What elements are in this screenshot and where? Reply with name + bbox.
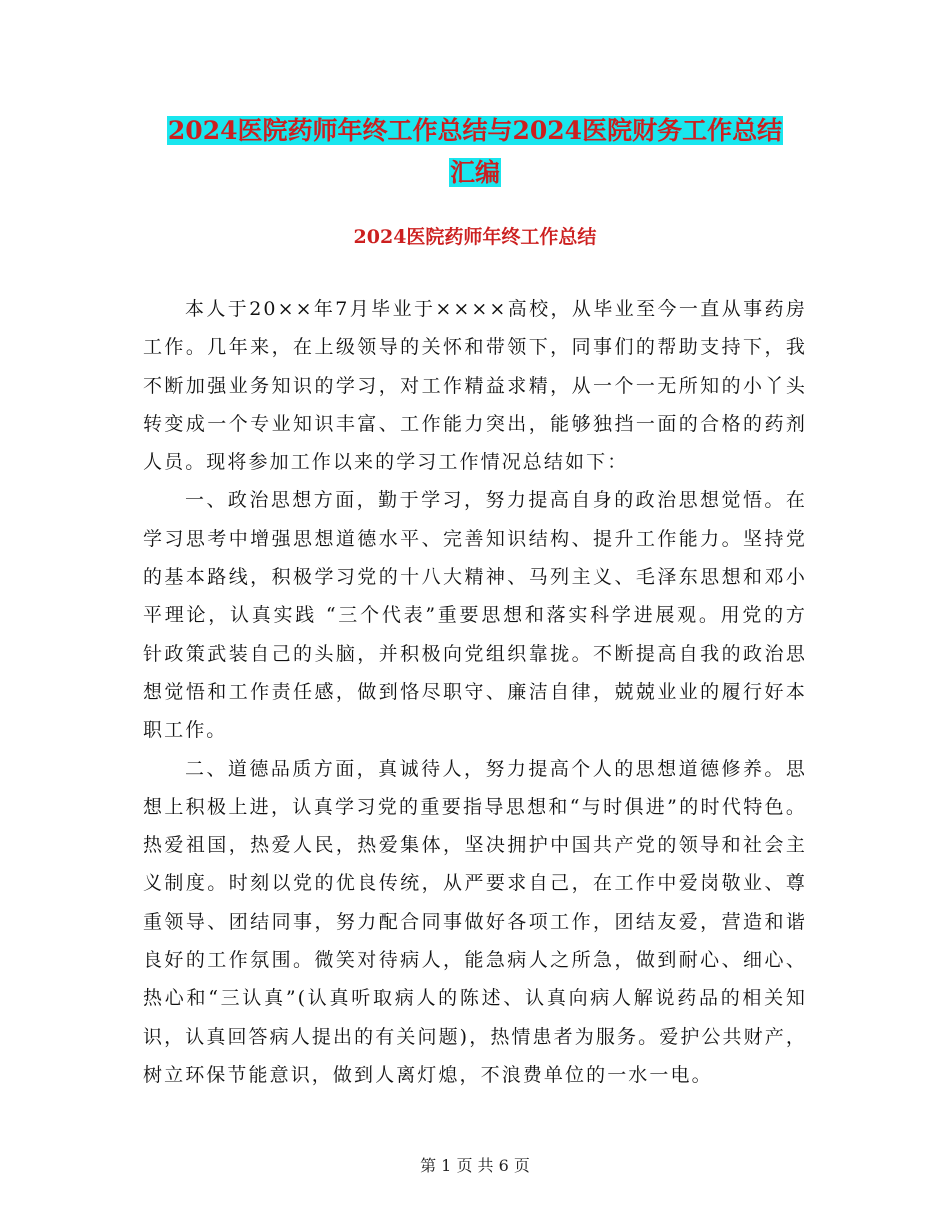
document-title-highlight-2: 汇编 <box>449 158 500 187</box>
paragraph-intro: 本人于20××年7月毕业于××××高校，从毕业至今一直从事药房工作。几年来，在上级领导的关怀和带领下，同事们的帮助支持下，我不断加强业务知识的学习，对工作精益求精，从一个一无所知的小丫头转变成一个专业知识丰富、工作能力突出，能够独挡一面的合格的药剂人员。现将参加工作以来的学习工作情况总结如下： <box>143 298 807 474</box>
document-body <box>143 290 807 1094</box>
paragraph-moral: 二、道德品质方面，真诚待人，努力提高个人的思想道德修养。思想上积极上进，认真学习党的重要指导思想和“与时俱进”的时代特色。热爱祖国，热爱人民，热爱集体，坚决拥护中国共产党的领导和社会主义制度。时刻以党的优良传统，从严要求自己，在工作中爱岗敬业、尊重领导、团结同事，努力配合同事做好各项工作，团结友爱，营造和谐良好的工作氛围。微笑对待病人，能急病人之所急，做到耐心、细心、热心和“三认真”(认真听取病人的陈述、认真向病人解说药品的相关知识，认真回答病人提出的有关问题)，热情患者为服务。爱护公共财产，树立环保节能意识，做到人离灯熄，不浪费单位的一水一电。 <box>143 757 807 1086</box>
page-footer <box>0 1155 950 1177</box>
document-title-line-1 <box>0 111 950 151</box>
paragraph-political: 一、政治思想方面，勤于学习，努力提高自身的政治思想觉悟。在学习思考中增强思想道德水平、完善知识结构、提升工作能力。坚持党的基本路线，积极学习党的十八大精神、马列主义、毛泽东思想和邓小平理论，认真实践 “三个代表”重要思想和落实科学进展观。用党的方针政策武装自己的头脑，并积极向党组织靠拢。不断提高自我的政治思想觉悟和工作责任感，做到恪尽职守、廉洁自律，兢兢业业的履行好本职工作。 <box>143 489 807 742</box>
document-title-line-2 <box>0 153 950 193</box>
document-title-highlight: 2024医院药师年终工作总结与2024医院财务工作总结 <box>167 116 783 145</box>
section-heading: 2024医院药师年终工作总结 <box>353 226 597 248</box>
page-number-label: 第 1 页 共 6 页 <box>420 1156 530 1175</box>
